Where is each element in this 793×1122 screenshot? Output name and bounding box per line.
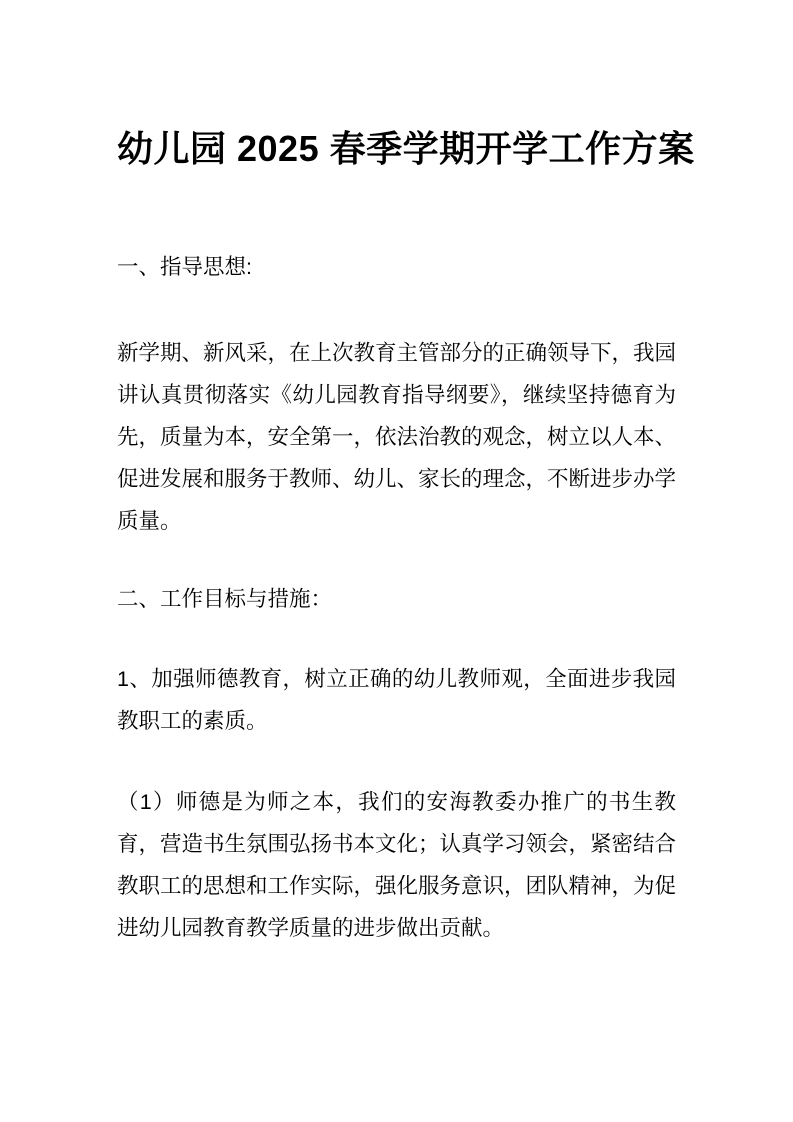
section-heading-guiding-thoughts: 一、指导思想: xyxy=(117,255,252,279)
document-title: 幼儿园 2025 春季学期开学工作方案 xyxy=(117,128,695,169)
paragraph-sub-item-1-teacher-ethics-detail: （1）师德是为师之本，我们的安海教委办推广的书生教育，营造书生氛围弘扬书本文化；认真学习领会，紧密结合教职工的思想和工作实际，强化服务意识，团队精神，为促进幼儿园教育教学质量的进步做出贡献。 xyxy=(117,790,677,940)
paragraph-guiding-thoughts-body: 新学期、新风采，在上次教育主管部分的正确领导下，我园讲认真贯彻落实《幼儿园教育指导纲要》，继续坚持德育为先，质量为本，安全第一，依法治教的观念，树立以人本、促进发展和服务于教师、幼儿、家长的理念，不断进步办学质量。 xyxy=(117,341,677,533)
paragraph-item-1-teacher-ethics: 1、加强师德教育，树立正确的幼儿教师观，全面进步我园教职工的素质。 xyxy=(117,667,676,733)
section-heading-work-goals: 二、工作目标与措施： xyxy=(117,587,333,611)
